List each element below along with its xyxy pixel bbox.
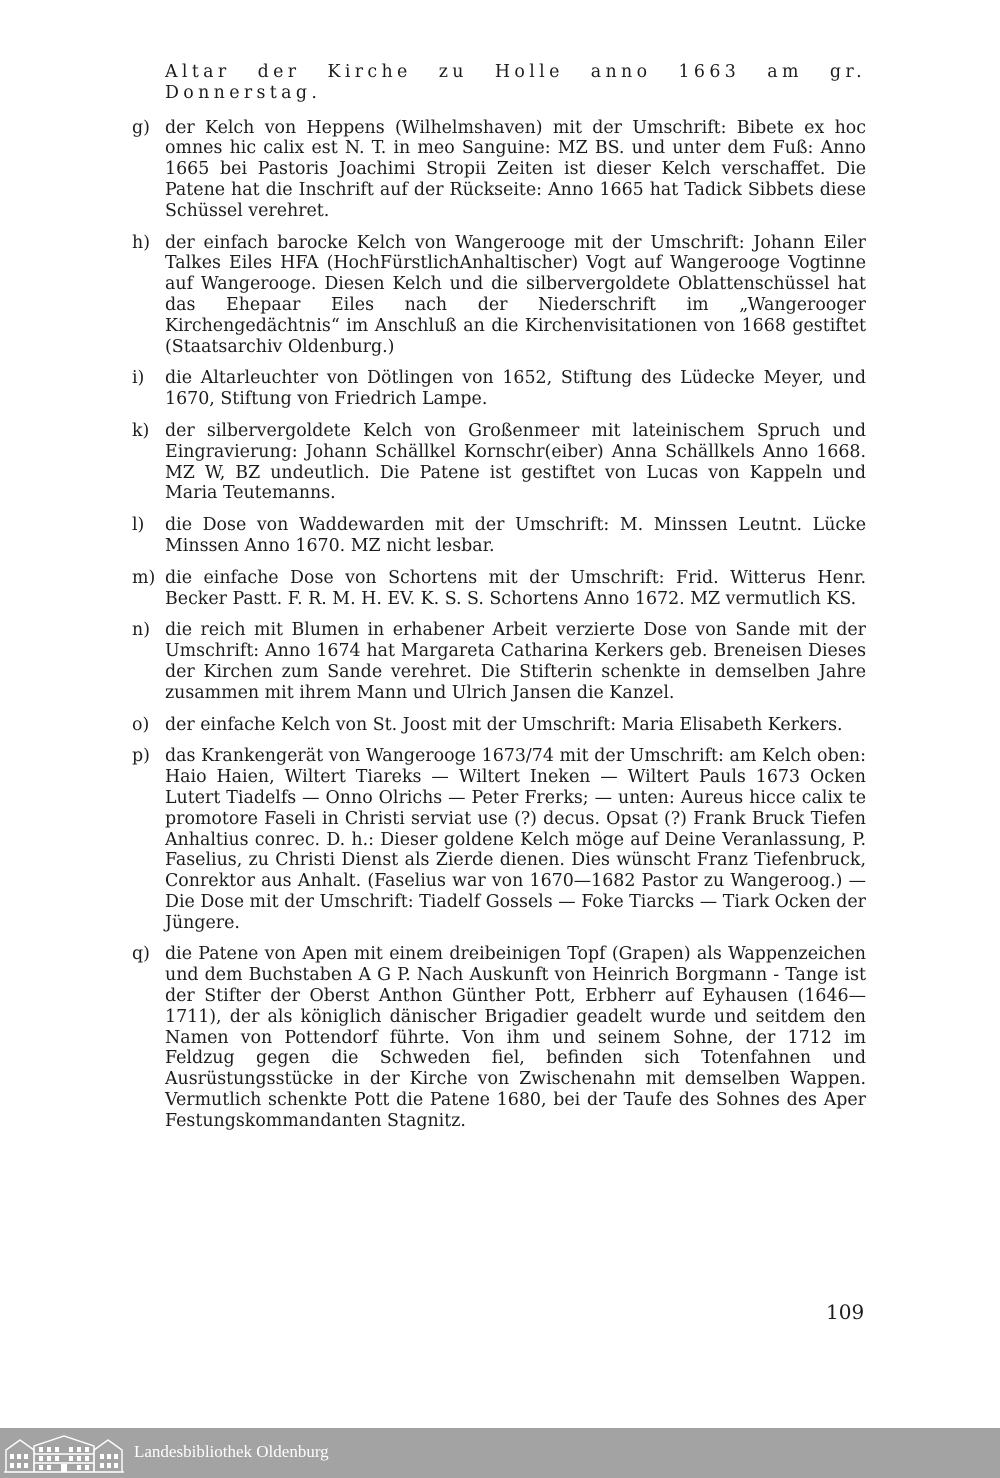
list-item <box>132 944 866 1131</box>
item-marker: i) <box>132 368 145 389</box>
list-item <box>132 746 866 933</box>
item-text: der Kelch von Heppens (Wilhelmshaven) mit der Umschrift: Bibete ex hoc omnes hic calix est N. T. in meo Sanguine: MZ BS. und unter dem Fuß: Anno 1665 bei Pastoris Joachimi Stropii Zeiten ist dieser Kelch verschaffet. Die Patene hat die Inschrift auf der Rückseite: Anno 1665 hat Tadick Sibbets diese Schüssel verehret. <box>165 117 866 221</box>
item-text: die reich mit Blumen in erhabener Arbeit verzierte Dose von Sande mit der Umschrift: Anno 1674 hat Margareta Catharina Kerkers geb. Breneisen Dieses der Kirchen zum Sande verehret. Die Stifterin schenkte in demselben Jahre zusammen mit ihrem Mann und Ulrich Jansen die Kanzel. <box>165 620 866 703</box>
list-item <box>132 421 866 504</box>
continuation-text: Altar der Kirche zu Holle anno 1663 am gr. Donnerstag. <box>165 62 866 103</box>
item-text: die Dose von Waddewarden mit der Umschrift: M. Minssen Leutnt. Lücke Minssen Anno 1670. MZ nicht lesbar. <box>165 515 866 556</box>
item-text: das Krankengerät von Wangerooge 1673/74 mit der Umschrift: am Kelch oben: Haio Haien, Wiltert Tiareks — Wiltert Ineken — Wiltert Pauls 1673 Ocken Lutert Tiadelfs — Onno Olrichs — Peter Frerks; — unten: Aureus hicce calix te promotore Faseli in Christi serviat use (?) decus. Opsat (?) Frank Bruck Tiefen Anhaltius conrec. D. h.: Dieser goldene Kelch möge auf Deine Veranlassung, P. Faselius, zu Christi Dienst als Zierde dienen. Dies wünscht Franz Tiefenbruck, Conrektor aus Anhalt. (Faselius war von 1670—1682 Pastor zu Wangeroog.) — Die Dose mit der Umschrift: Tiadelf Gossels — Foke Tiarcks — Tiark Ocken der Jüngere. <box>165 746 866 933</box>
item-marker: p) <box>132 746 150 767</box>
item-text: der einfache Kelch von St. Joost mit der Umschrift: Maria Elisabeth Kerkers. <box>165 714 843 735</box>
library-footer-bar <box>0 1428 1000 1478</box>
item-marker: l) <box>132 515 145 536</box>
list-item <box>132 515 866 557</box>
item-marker: m) <box>132 567 156 588</box>
list-item <box>132 568 866 610</box>
library-name: Landesbibliothek Oldenburg <box>134 1442 329 1461</box>
library-building-icon <box>4 1432 124 1474</box>
item-marker: q) <box>132 944 150 965</box>
item-marker: g) <box>132 117 150 138</box>
list-item <box>132 118 866 222</box>
item-marker: h) <box>132 232 150 253</box>
item-text: die Altarleuchter von Dötlingen von 1652, Stiftung des Lüdecke Meyer, und 1670, Stiftung von Friedrich Lampe. <box>165 368 866 410</box>
item-text: die einfache Dose von Schortens mit der Umschrift: Frid. Witterus Henr. Becker Pastt. F. R. M. H. EV. K. S. S. Schortens Anno 1672. MZ vermutlich KS. <box>165 567 866 609</box>
list-item <box>132 233 866 358</box>
item-marker: o) <box>132 714 150 735</box>
item-marker: k) <box>132 420 150 441</box>
item-marker: n) <box>132 620 150 641</box>
list-item <box>132 368 866 410</box>
page-number: 109 <box>826 1300 865 1324</box>
item-text: der silbervergoldete Kelch von Großenmeer mit lateinischem Spruch und Eingravierung: Johann Schällkel Kornschr(eiber) Anna Schällkels Anno 1668. MZ W, BZ undeutlich. Die Patene ist gestiftet von Lucas von Kappeln und Maria Teutemanns. <box>165 420 866 504</box>
item-text: die Patene von Apen mit einem dreibeinigen Topf (Grapen) als Wappenzeichen und dem Buchstaben A G P. Nach Auskunft von Heinrich Borgmann - Tange ist der Stifter der Oberst Anthon Günther Pott, Erbherr auf Eyhausen (1646—1711), der als königlich dänischer Brigadier geadelt wurde und seitdem den Namen von Pottendorf führte. Von ihm und seinem Sohne, der 1712 im Feldzug gegen die Schweden fiel, befinden sich Totenfahnen und Ausrüstungsstücke in der Kirche von Zwischenahn mit demselben Wappen. Vermutlich schenkte Pott die Patene 1680, bei der Taufe des Sohnes des Aper Festungskommandanten Stagnitz. <box>165 944 866 1131</box>
text-column <box>132 62 866 1132</box>
item-text: der einfach barocke Kelch von Wangerooge mit der Umschrift: Johann Eiler Talkes Eiles HFA (HochFürstlichAnhaltischer) Vogt auf Wangerooge Vogtinne auf Wangerooge. Diesen Kelch und die silbervergoldete Oblattenschüssel hat das Ehepaar Eiles nach der Niederschrift im „Wangerooger Kirchengedächtnis“ im Anschluß an die Kirchenvisitationen von 1668 gestiftet (Staatsarchiv Oldenburg.) <box>165 232 866 357</box>
list-item <box>132 620 866 703</box>
list-item <box>132 715 866 736</box>
